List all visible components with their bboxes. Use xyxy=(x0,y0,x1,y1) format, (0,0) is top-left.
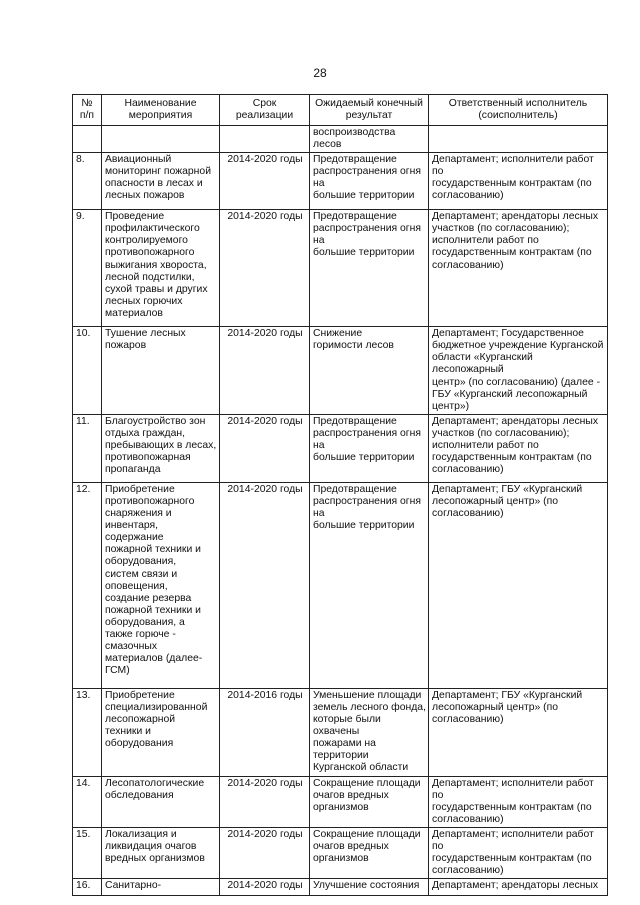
cell-term xyxy=(220,126,310,153)
table-row-continuation xyxy=(73,126,608,153)
cell-executor: Департамент; арендаторы лесных участков (по согласованию); исполнители работ по государственным контрактам (по согласованию) xyxy=(429,414,608,482)
cell-result: воспроизводства лесов xyxy=(310,126,429,153)
header-name: Наименование мероприятия xyxy=(102,95,220,126)
cell-term: 2014-2020 годы xyxy=(220,414,310,482)
cell-executor xyxy=(429,126,608,153)
cell-executor: Департамент; ГБУ «Курганский лесопожарный центр» (по согласованию) xyxy=(429,688,608,776)
cell-executor: Департамент; Государственное бюджетное учреждение Курганской области «Курганский лесопожарный центр» (по согласованию) (далее - ГБУ «Курганский лесопожарный центр») xyxy=(429,327,608,415)
cell-num: 11. xyxy=(73,414,102,482)
cell-term: 2014-2020 годы xyxy=(220,153,310,210)
header-result: Ожидаемый конечный результат xyxy=(310,95,429,126)
cell-result: Улучшение состояния xyxy=(310,879,429,896)
cell-name: Авиационный мониторинг пожарной опасности в лесах и лесных пожаров xyxy=(102,153,220,210)
cell-term: 2014-2020 годы xyxy=(220,210,310,327)
cell-executor: Департамент; ГБУ «Курганский лесопожарный центр» (по согласованию) xyxy=(429,482,608,688)
cell-num: 14. xyxy=(73,776,102,827)
table-row xyxy=(73,482,608,688)
cell-result: Снижение горимости лесов xyxy=(310,327,429,415)
table-row xyxy=(73,414,608,482)
table-row xyxy=(73,776,608,827)
cell-num: 12. xyxy=(73,482,102,688)
cell-term: 2014-2020 годы xyxy=(220,827,310,878)
table-header-row xyxy=(73,95,608,126)
cell-result: Предотвращение распространения огня на большие территории xyxy=(310,210,429,327)
cell-num: 13. xyxy=(73,688,102,776)
cell-name: Тушение лесных пожаров xyxy=(102,327,220,415)
cell-num: 15. xyxy=(73,827,102,878)
cell-result: Предотвращение распространения огня на большие территории xyxy=(310,414,429,482)
cell-name: Благоустройство зон отдыха граждан, пребывающих в лесах, противопожарная пропаганда xyxy=(102,414,220,482)
cell-name xyxy=(102,126,220,153)
cell-name: Приобретение специализированной лесопожарной техники и оборудования xyxy=(102,688,220,776)
header-executor: Ответственный исполнитель (соисполнитель) xyxy=(429,95,608,126)
cell-result: Сокращение площади очагов вредных организмов xyxy=(310,827,429,878)
measures-table xyxy=(72,94,608,896)
cell-executor: Департамент; арендаторы лесных xyxy=(429,879,608,896)
table-row xyxy=(73,827,608,878)
cell-result: Сокращение площади очагов вредных организмов xyxy=(310,776,429,827)
cell-executor: Департамент; исполнители работ по государственным контрактам (по согласованию) xyxy=(429,827,608,878)
cell-name: Приобретение противопожарного снаряжения и инвентаря, содержание пожарной техники и оборудования, систем связи и оповещения, создание резерва пожарной техники и оборудования, а также горюче - смазочных материалов (далее- ГСМ) xyxy=(102,482,220,688)
cell-term: 2014-2020 годы xyxy=(220,879,310,896)
cell-executor: Департамент; арендаторы лесных участков (по согласованию); исполнители работ по государственным контрактам (по согласованию) xyxy=(429,210,608,327)
header-term: Срок реализации xyxy=(220,95,310,126)
cell-name: Лесопатологические обследования xyxy=(102,776,220,827)
cell-term: 2014-2016 годы xyxy=(220,688,310,776)
cell-num: 8. xyxy=(73,153,102,210)
table-row xyxy=(73,879,608,896)
cell-num: 9. xyxy=(73,210,102,327)
cell-term: 2014-2020 годы xyxy=(220,482,310,688)
cell-result: Предотвращение распространения огня на большие территории xyxy=(310,482,429,688)
cell-num: 16. xyxy=(73,879,102,896)
cell-term: 2014-2020 годы xyxy=(220,327,310,415)
cell-name: Локализация и ликвидация очагов вредных организмов xyxy=(102,827,220,878)
cell-name: Санитарно- xyxy=(102,879,220,896)
cell-term: 2014-2020 годы xyxy=(220,776,310,827)
table-row xyxy=(73,210,608,327)
table-row xyxy=(73,153,608,210)
cell-result: Уменьшение площади земель лесного фонда, которые были охвачены пожарами на территории Курганской области xyxy=(310,688,429,776)
cell-name: Проведение профилактического контролируемого противопожарного выжигания хвороста, лесной подстилки, сухой травы и других лесных горючих материалов xyxy=(102,210,220,327)
table-row xyxy=(73,688,608,776)
table-row xyxy=(73,327,608,415)
page-number: 28 xyxy=(313,66,327,80)
cell-num: 10. xyxy=(73,327,102,415)
cell-num xyxy=(73,126,102,153)
header-num: № п/п xyxy=(73,95,102,126)
cell-executor: Департамент; исполнители работ по государственным контрактам (по согласованию) xyxy=(429,776,608,827)
cell-result: Предотвращение распространения огня на большие территории xyxy=(310,153,429,210)
cell-executor: Департамент; исполнители работ по государственным контрактам (по согласованию) xyxy=(429,153,608,210)
